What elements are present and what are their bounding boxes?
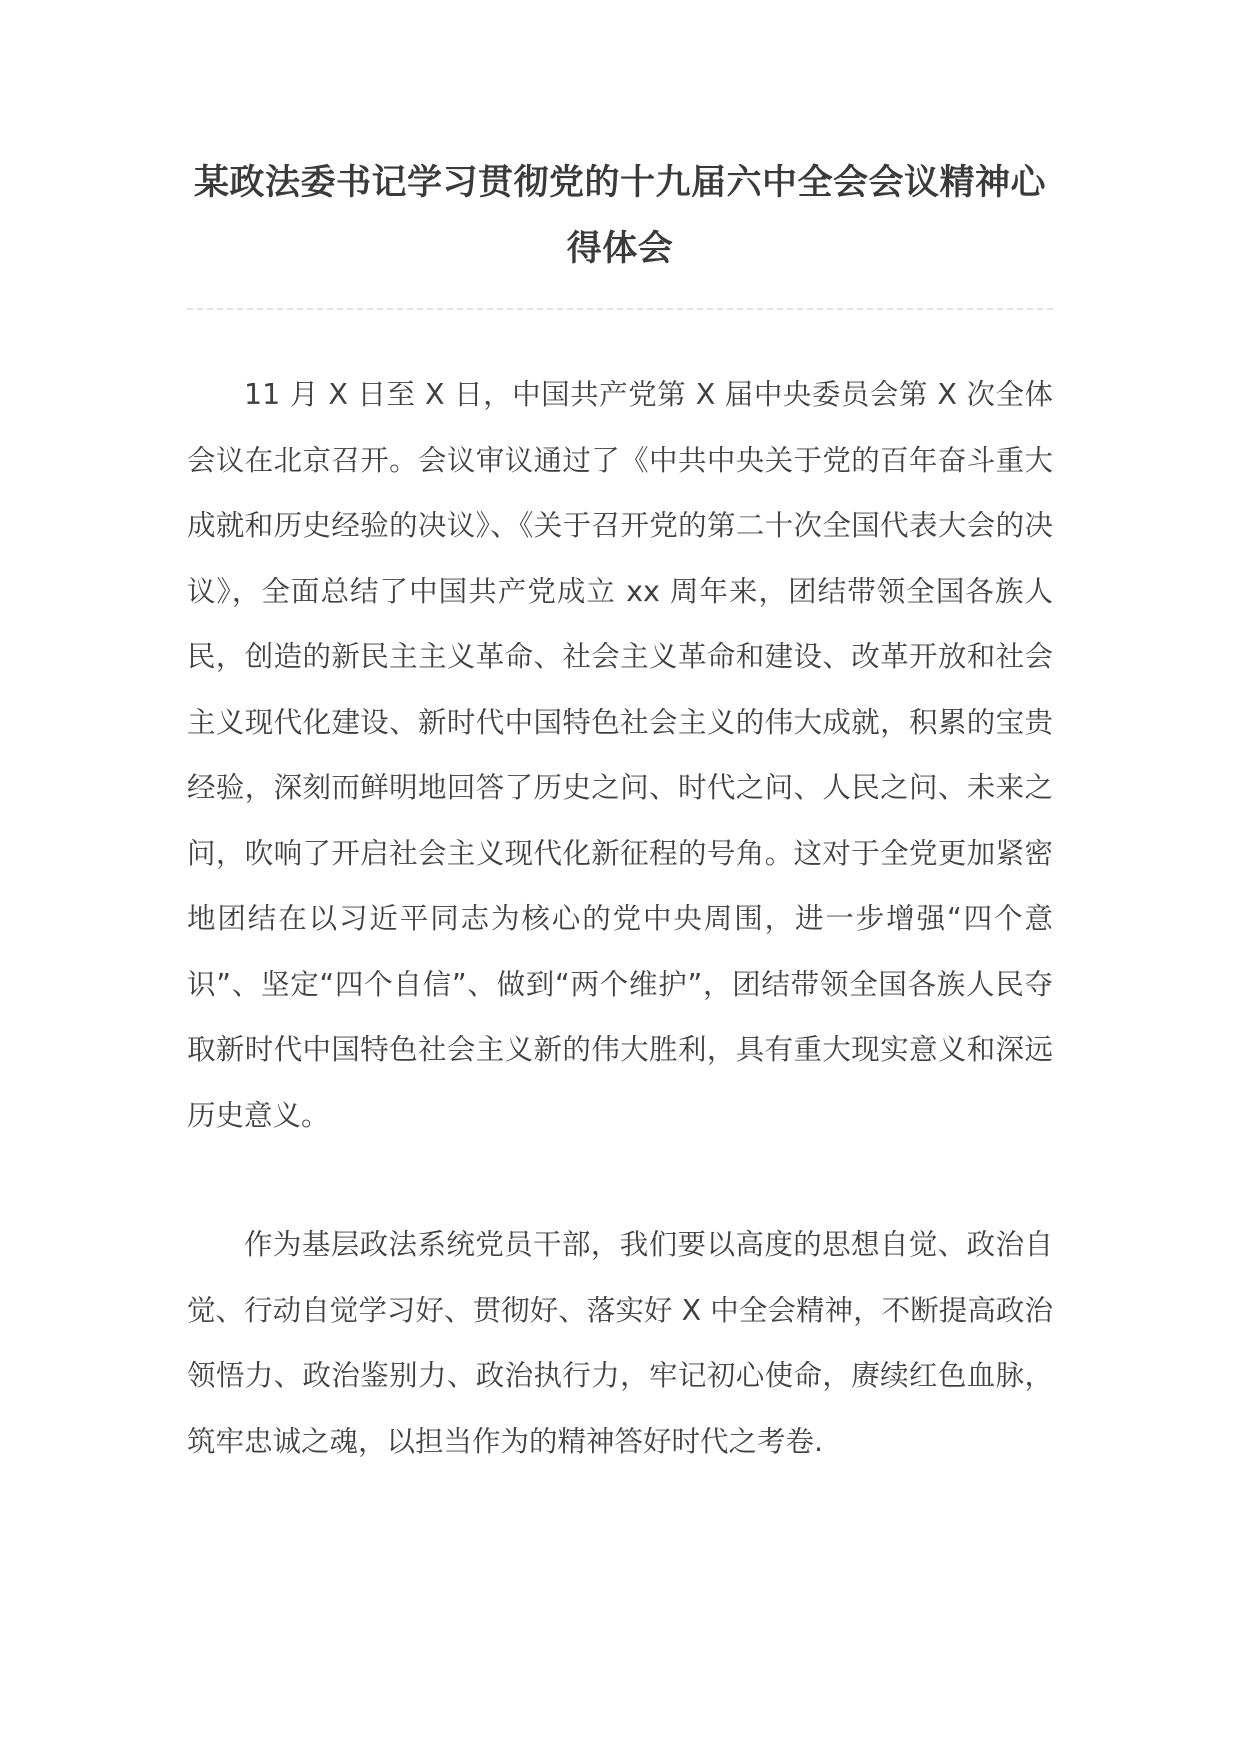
- document-body: [187, 362, 1053, 1474]
- paragraph-1: 11 月 X 日至 X 日，中国共产党第 X 届中央委员会第 X 次全体会议在北京召开。会议审议通过了《中共中央关于党的百年奋斗重大成就和历史经验的决议》、《关于召开党的第二十次全国代表大会的决议》，全面总结了中国共产党成立 xx 周年来，团结带领全国各族人民，创造的新民主主义革命、社会主义革命和建设、改革开放和社会主义现代化建设、新时代中国特色社会主义的伟大成就，积累的宝贵经验，深刻而鲜明地回答了历史之问、时代之问、人民之问、未来之问，吹响了开启社会主义现代化新征程的号角。这对于全党更加紧密地团结在以习近平同志为核心的党中央周围，进一步增强“四个意识”、坚定“四个自信”、做到“两个维护”，团结带领全国各族人民夺取新时代中国特色社会主义新的伟大胜利，具有重大现实意义和深远历史意义。: [187, 378, 1053, 1132]
- document-page: [187, 150, 1053, 1538]
- paragraph-2: 作为基层政法系统党员干部，我们要以高度的思想自觉、政治自觉、行动自觉学习好、贯彻好、落实好 X 中全会精神，不断提高政治领悟力、政治鉴别力、政治执行力，牢记初心使命，赓续红色血脉，筑牢忠诚之魂，以担当作为的精神答好时代之考卷.: [187, 1228, 1053, 1458]
- title-divider: [187, 308, 1053, 310]
- document-title: 某政法委书记学习贯彻党的十九届六中全会会议精神心得体会: [193, 163, 1046, 269]
